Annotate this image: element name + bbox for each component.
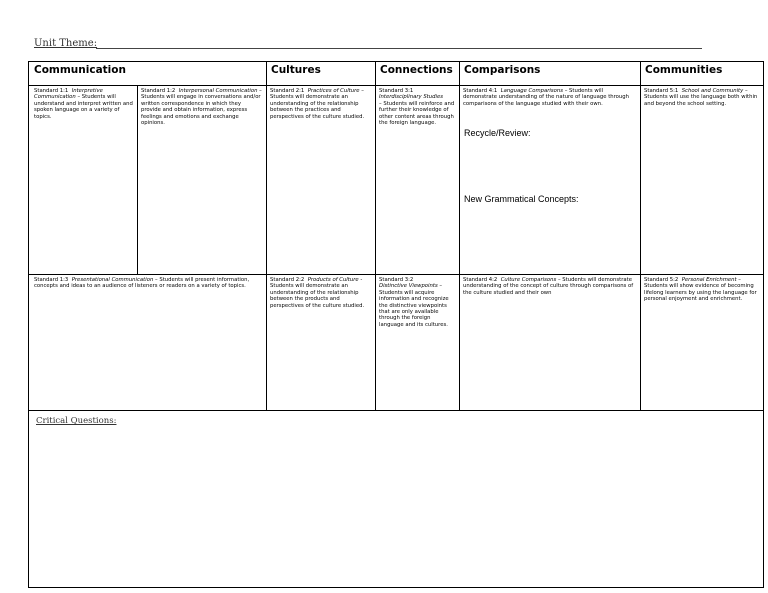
column-divider [459,62,460,410]
recycle-review-label: Recycle/Review: [464,128,531,138]
standard-text: - Students will demonstrate an understanding of the relationship between the products and perspectives of the culture studied. [270,277,365,309]
standard-2-2 [270,277,372,309]
standard-text: – Students will engage in conversations and/or written correspondence in which they provide and obtain information, express feelings and emotions and exchange opinions. [141,88,262,127]
standard-code: Standard 3:1 [379,88,414,94]
standard-text: – Students will reinforce and further their knowledge of other content areas through the foreign language. [379,100,455,127]
standard-code: Standard 5:1 [644,88,679,94]
standard-text: – Students will demonstrate understanding of the concept of culture through comparisons of the culture studied and their own [463,277,634,296]
standard-title: Language Comparisons [500,88,563,94]
standard-text: –Students will show evidence of becoming lifelong learners by using the language for personal enjoyment and enrichment. [644,277,757,303]
row-divider [29,274,763,275]
standard-4-2 [463,277,637,296]
unit-theme-label: Unit Theme: [34,38,98,49]
standard-3-1 [379,88,455,126]
standard-title: Products of Culture [307,277,359,283]
standard-code: Standard 1:1 [34,88,69,94]
standard-title: Culture Comparisons [500,277,557,283]
standard-title: School and Community [681,88,744,94]
standards-grid [28,61,764,411]
standard-text: – Students will acquire information and recognize the distinctive viewpoints that are only available through the foreign language and its cultures. [379,283,449,328]
critical-questions-label: Critical Questions: [36,416,117,426]
header-communication: Communication [34,64,126,76]
header-divider [29,85,763,86]
standard-title: Distinctive Viewpoints [379,283,438,290]
standard-text: – Students will understand and interpret written and spoken language on a variety of topics. [34,94,133,120]
header-connections: Connections [380,64,453,76]
standard-title: Interpersonal Communication [178,88,258,94]
standard-5-2 [644,277,759,303]
standard-4-1 [463,88,637,107]
standard-1-1 [34,88,134,120]
standard-text: – Students will demonstrate understanding of the nature of language through comparisons of the language studied with their own. [463,88,630,107]
standard-code: Standard 4:1 [463,88,498,94]
standard-title: Practices of Culture [307,88,360,94]
column-divider [266,62,267,410]
standard-title: Interpretive Communication [34,88,103,101]
header-cultures: Cultures [271,64,321,76]
standard-title: Interdisciplinary Studies [379,94,443,101]
header-comparisons: Comparisons [464,64,541,76]
standard-code: Standard 4:2 [463,277,498,283]
standard-title: Personal Enrichment [681,277,737,283]
standard-code: Standard 1:3 [34,277,69,283]
standard-code: Standard 2:2 [270,277,305,283]
standard-1-2 [141,88,262,126]
critical-questions-box[interactable] [28,411,764,588]
standard-code: Standard 1:2 [141,88,176,94]
header-communities: Communities [645,64,723,76]
standard-2-1 [270,88,372,120]
standard-text: – Students will use the language both within and beyond the school setting. [644,88,758,107]
standard-3-2 [379,277,455,328]
standard-code: Standard 2:1 [270,88,305,94]
subcolumn-divider [137,85,138,274]
standard-1-3 [34,277,262,290]
standard-text: – Students will present information, concepts and ideas to an audience of listeners or readers on a variety of topics. [34,277,250,290]
standard-code: Standard 3:2 [379,277,414,283]
column-divider [640,62,641,410]
new-grammatical-concepts-label: New Grammatical Concepts: [464,194,579,204]
standard-title: Presentational Communication [71,277,154,283]
standard-code: Standard 5:2 [644,277,679,283]
standard-5-1 [644,88,759,107]
column-divider [375,62,376,410]
standard-text: – Students will demonstrate an understanding of the relationship between the practices and perspectives of the culture studied. [270,88,365,120]
unit-theme-input-line[interactable] [96,48,702,49]
